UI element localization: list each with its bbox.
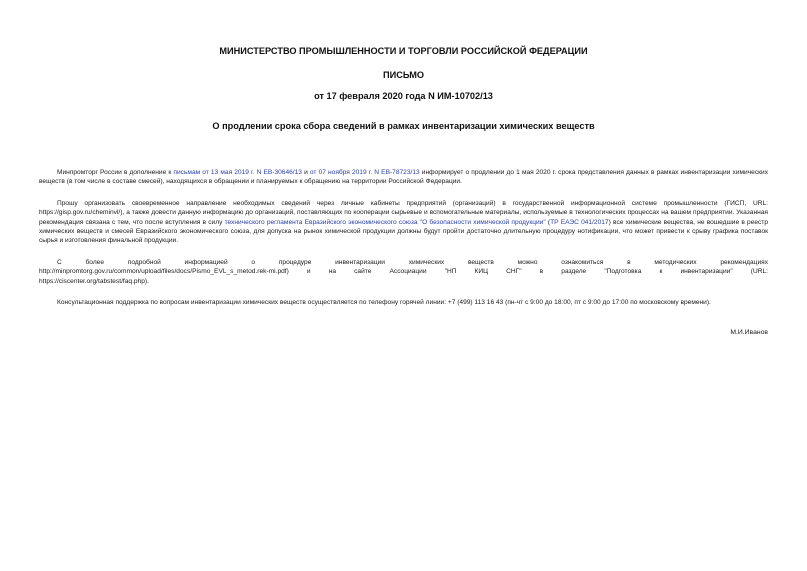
document-subject: О продлении срока сбора сведений в рамках инвентаризации химических веществ (212, 121, 595, 131)
document-date-number: от 17 февраля 2020 года N ИМ-10702/13 (314, 91, 493, 101)
paragraph-3: С более подробной информацией о процедуре инвентаризации химических веществ можно ознакомиться в методических рекомендациях http://minpromtorg.gov.ru/common/upload/files/docs/Pismo_EVL_s_metod.rek-mi.pdf) и на сайте Ассоциации "НП КИЦ СНГ" в разделе "Подготовка к инвентаризации" (URL: https://ciscenter.org/tabstest/faq.php). (39, 258, 768, 285)
link-tr-eaes-041-2017[interactable]: ТР ЕАЭС 041/2017 (550, 218, 609, 226)
paragraph-2-text-a: Прошу организовать своевременное направление необходимых сведений через личные кабинеты предприятий (организаций) в государственной информационной системе промышленности (ГИСП, URL: https://gisp.gov.ru/cheminvl/), а также довести данную информацию до организаций, поставляющих по кооперации сырьевые и вспомогательные материалы, используемые в технологических процессах на вашем предприятии. Указанная рекомендация связана с тем, что после вступления в силу (39, 199, 768, 226)
document-type: ПИСЬМО (382, 70, 425, 80)
link-tech-regulation[interactable]: технического регламента Евразийского экономического союза "О безопасности химической продукции" (224, 218, 546, 226)
paragraph-2-text-b: ( (545, 218, 551, 226)
paragraph-1-text-a: Минпромторг России в дополнение к (57, 169, 174, 176)
document-body (39, 168, 768, 307)
paragraph-2 (39, 199, 768, 246)
link-letter-2019-11-07[interactable]: от 07 ноября 2019 г. N ЕВ-78723/13 (309, 169, 420, 176)
paragraph-1-text-b: и (301, 169, 310, 176)
link-letter-2019-05-13[interactable]: письмам от 13 мая 2019 г. N ЕВ-30646/13 (173, 169, 302, 176)
paragraph-1-text-c: информирует о продлении до 1 мая 2020 г. срока представления данных в рамках инвентаризации химических веществ (в том числе в составе смесей), находящихся в обращении и планируемых к обращению на территории Российской Федерации. (39, 169, 769, 186)
ministry-title: МИНИСТЕРСТВО ПРОМЫШЛЕННОСТИ И ТОРГОВЛИ РОССИЙСКОЙ ФЕДЕРАЦИИ (219, 46, 588, 56)
paragraph-4: Консультационная поддержка по вопросам инвентаризации химических веществ осуществляется по телефону горячей линии: +7 (499) 113 16 43 (пн-чт с 9:00 до 18:00, пт с 9:00 до 17:00 по московскому времени). (57, 299, 711, 307)
paragraph-2-text-c: ) все химические вещества, не вошедшие в реестр химических веществ и смесей Евразийского экономического союза, для допуска на рынок химической продукции должны будут пройти достаточно длительную процедуру нотификации, что может привести к срыву графика поставок сырья и изготовления финальной продукции. (39, 218, 769, 245)
signatory-name: М.И.Иванов (730, 329, 768, 337)
paragraph-1 (39, 168, 768, 187)
